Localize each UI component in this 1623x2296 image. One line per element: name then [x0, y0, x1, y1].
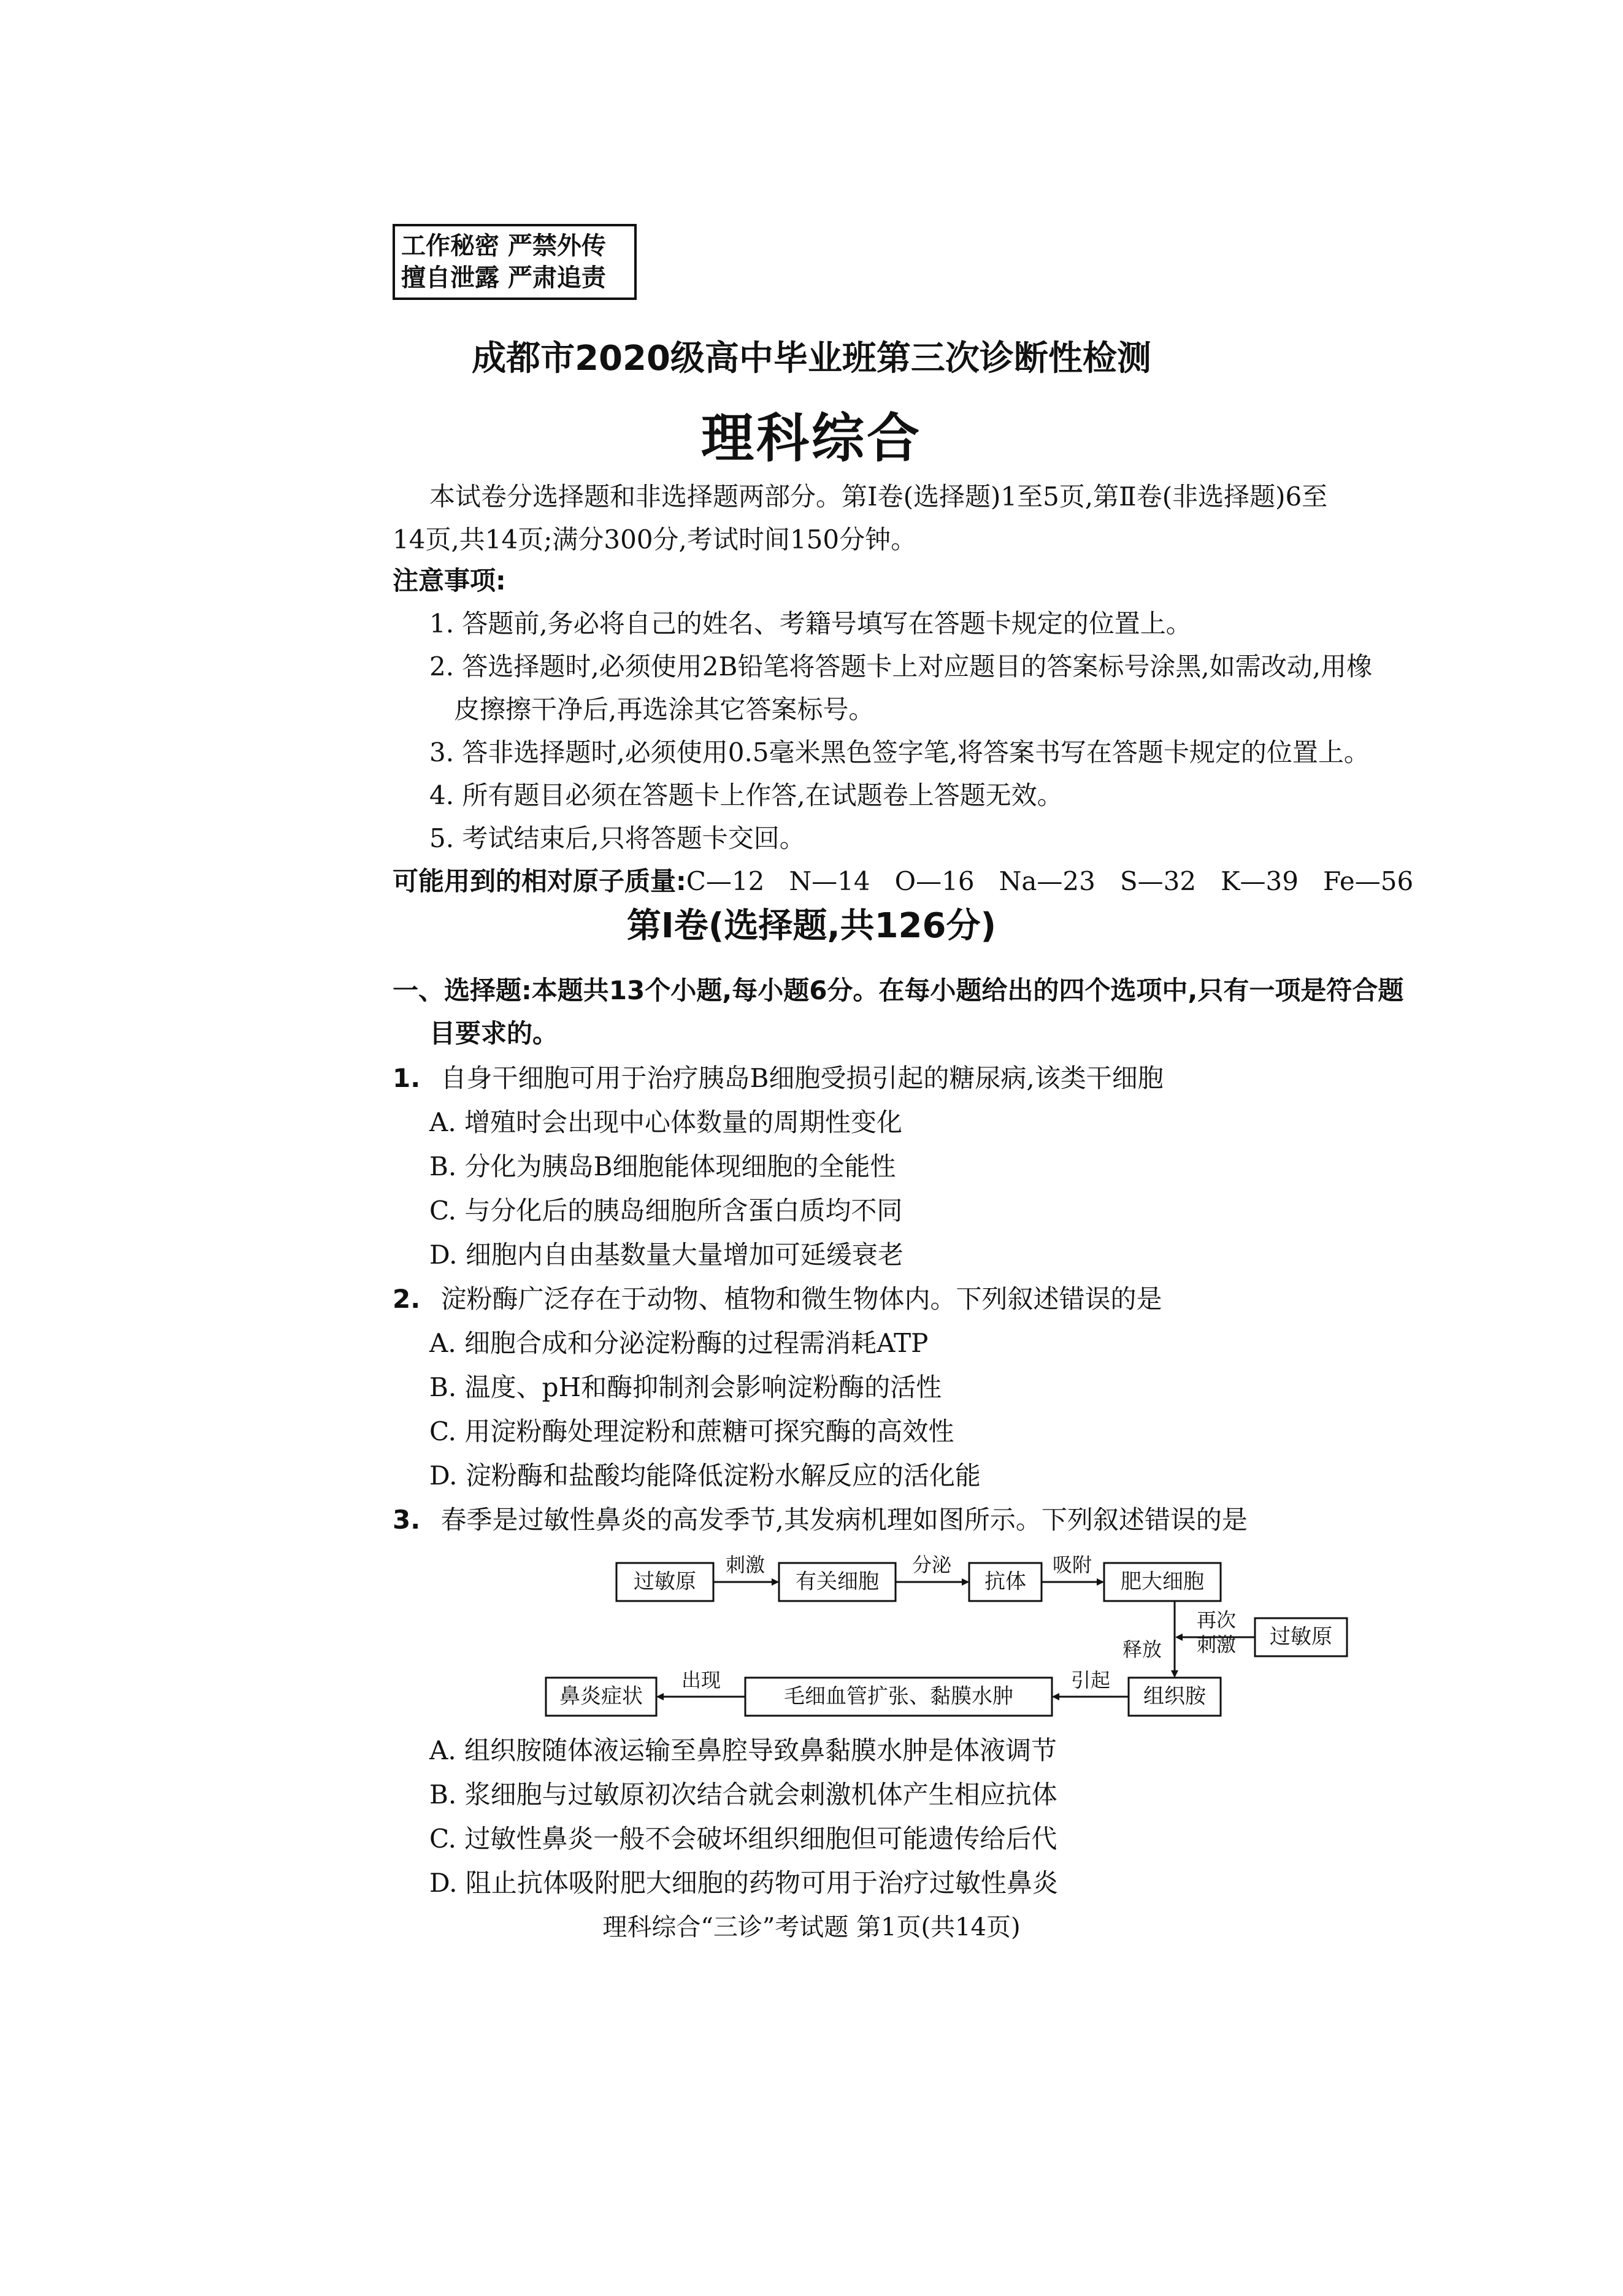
q3-option-d: D. 阻止抗体吸附肥大细胞的药物可用于治疗过敏性鼻炎 [429, 1868, 1058, 1898]
arrow-label-again-2: 刺激 [1196, 1633, 1237, 1656]
page-footer: 理科综合“三诊”考试题 第1页(共14页) [602, 1913, 1021, 1941]
label-capillary: 毛细血管扩张、黏膜水肿 [784, 1684, 1013, 1709]
question-stem: 淀粉酶广泛存在于动物、植物和微生物体内。下列叙述错误的是 [440, 1284, 1162, 1314]
question-stem: 春季是过敏性鼻炎的高发季节,其发病机理如图所示。下列叙述错误的是 [440, 1505, 1248, 1535]
part1-instruction-line-2: 目要求的。 [429, 1018, 559, 1048]
stamp-line-2: 擅自泄露 严肃追责 [401, 264, 606, 292]
arrow-label-appear: 出现 [681, 1668, 721, 1692]
note-item: 4. 所有题目必须在答题卡上作答,在试题卷上答题无效。 [429, 780, 1063, 810]
atomic-mass-label: 可能用到的相对原子质量: [393, 866, 686, 896]
arrow-label-stimulate: 刺激 [725, 1553, 765, 1576]
arrow-label-adsorb: 吸附 [1052, 1553, 1092, 1576]
subject-title: 理科综合 [701, 408, 922, 469]
question-number: 2. [393, 1284, 421, 1314]
intro-line-1: 本试卷分选择题和非选择题两部分。第Ⅰ卷(选择题)1至5页,第Ⅱ卷(非选择题)6至 [429, 482, 1328, 512]
q1-option-b: B. 分化为胰岛B细胞能体现细胞的全能性 [429, 1151, 896, 1181]
q2-option-a: A. 细胞合成和分泌淀粉酶的过程需消耗ATP [429, 1328, 929, 1358]
note-item: 5. 考试结束后,只将答题卡交回。 [429, 823, 805, 853]
q3-option-c: C. 过敏性鼻炎一般不会破坏组织细胞但可能遗传给后代 [429, 1824, 1057, 1854]
question-number: 3. [393, 1505, 421, 1535]
question-stem: 自身干细胞可用于治疗胰岛B细胞受损引起的糖尿病,该类干细胞 [440, 1063, 1164, 1093]
q2-option-b: B. 温度、pH和酶抑制剂会影响淀粉酶的活性 [429, 1372, 942, 1402]
label-antibody: 抗体 [984, 1569, 1026, 1594]
note-item: 2. 答选择题时,必须使用2B铅笔将答题卡上对应题目的答案标号涂黑,如需改动,用橡 [429, 651, 1373, 682]
label-histamine: 组织胺 [1143, 1684, 1206, 1709]
label-allergen-2: 过敏原 [1270, 1624, 1332, 1649]
intro-line-2: 14页,共14页;满分300分,考试时间150分钟。 [393, 524, 917, 555]
label-mast-cell: 肥大细胞 [1121, 1569, 1204, 1594]
q2-option-c: C. 用淀粉酶处理淀粉和蔗糖可探究酶的高效性 [429, 1416, 954, 1446]
q1-option-d: D. 细胞内自由基数量大量增加可延缓衰老 [429, 1240, 904, 1270]
exam-title: 成都市2020级高中毕业班第三次诊断性检测 [472, 339, 1151, 378]
arrow-label-cause: 引起 [1070, 1668, 1111, 1692]
notes-heading: 注意事项: [393, 566, 506, 596]
arrow-label-secrete: 分泌 [911, 1553, 952, 1576]
atomic-mass-values: C—12 N—14 O—16 Na—23 S—32 K—39 Fe—56 [686, 866, 1414, 896]
stamp-line-1: 工作秘密 严禁外传 [401, 232, 606, 260]
q3-option-b: B. 浆细胞与过敏原初次结合就会刺激机体产生相应抗体 [429, 1780, 1057, 1810]
note-item: 3. 答非选择题时,必须使用0.5毫米黑色签字笔,将答案书写在答题卡规定的位置上。 [429, 737, 1370, 767]
note-item: 1. 答题前,务必将自己的姓名、考籍号填写在答题卡规定的位置上。 [429, 609, 1192, 639]
note-item: 皮擦擦干净后,再选涂其它答案标号。 [454, 694, 875, 724]
part1-instruction-line-1: 一、选择题:本题共13个小题,每小题6分。在每小题给出的四个选项中,只有一项是符合题 [393, 975, 1404, 1005]
question-number: 1. [393, 1063, 421, 1093]
label-allergen-1: 过敏原 [634, 1569, 696, 1594]
label-symptom: 鼻炎症状 [559, 1684, 643, 1709]
label-related-cells: 有关细胞 [796, 1569, 879, 1594]
q1-option-c: C. 与分化后的胰岛细胞所含蛋白质均不同 [429, 1196, 903, 1226]
q1-option-a: A. 增殖时会出现中心体数量的周期性变化 [429, 1107, 903, 1137]
arrow-label-again-1: 再次 [1196, 1608, 1237, 1632]
q2-option-d: D. 淀粉酶和盐酸均能降低淀粉水解反应的活化能 [429, 1461, 981, 1491]
part1-heading: 第Ⅰ卷(选择题,共126分) [626, 906, 997, 946]
arrow-label-release: 释放 [1122, 1638, 1162, 1661]
q3-option-a: A. 组织胺随体液运输至鼻腔导致鼻黏膜水肿是体液调节 [429, 1735, 1057, 1765]
